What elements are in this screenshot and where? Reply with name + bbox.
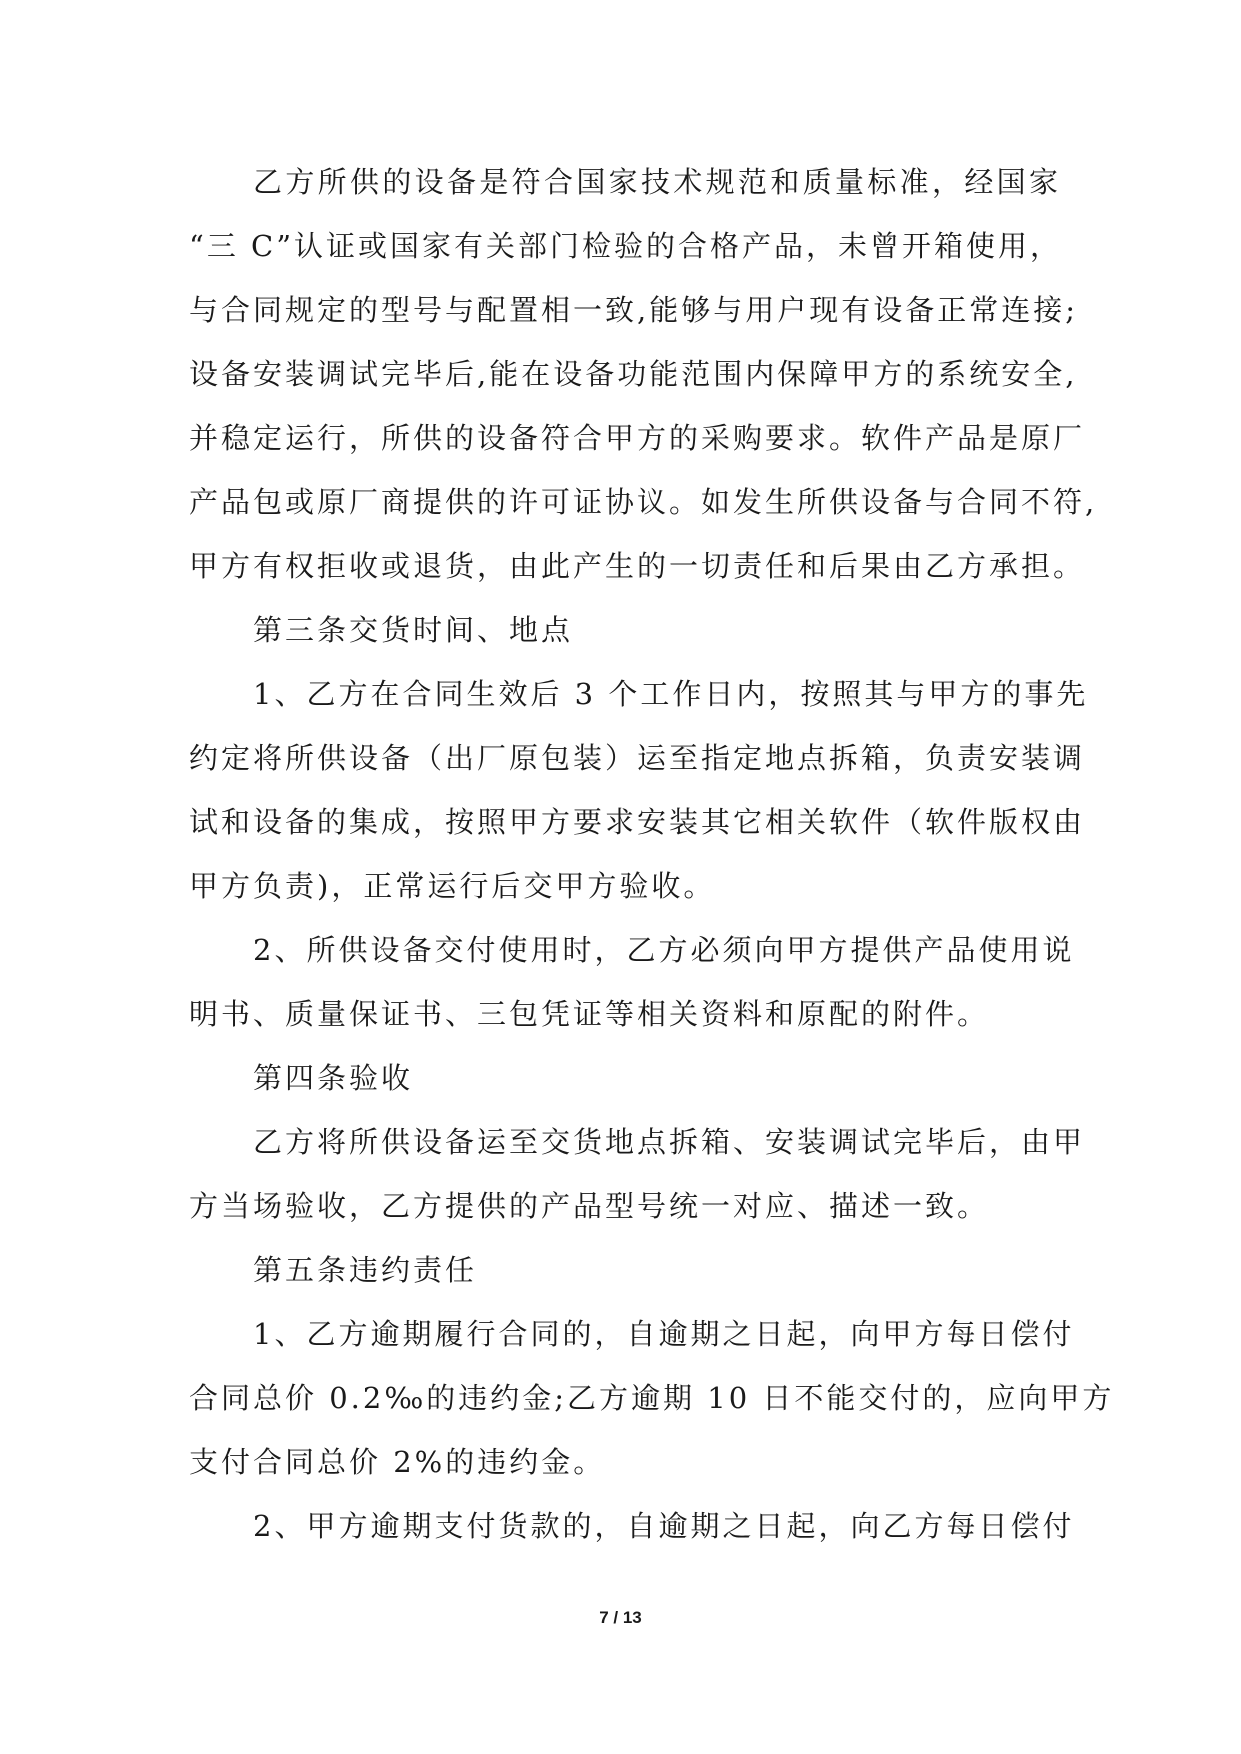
paragraph-line: 2、甲方逾期支付货款的，自逾期之日起，向乙方每日偿付: [253, 1509, 1075, 1543]
paragraph-line: 并稳定运行，所供的设备符合甲方的采购要求。软件产品是原厂: [189, 421, 1086, 455]
section-heading: 第四条验收: [253, 1061, 414, 1095]
paragraph-line: 方当场验收，乙方提供的产品型号统一对应、描述一致。: [189, 1189, 990, 1223]
paragraph-line: 2、所供设备交付使用时，乙方必须向甲方提供产品使用说: [253, 933, 1075, 967]
paragraph-line: 明书、质量保证书、三包凭证等相关资料和原配的附件。: [189, 997, 990, 1031]
paragraph-line: “三 C”认证或国家有关部门检验的合格产品，未曾开箱使用，: [189, 229, 1063, 263]
paragraph-line: 乙方所供的设备是符合国家技术规范和质量标准，经国家: [253, 165, 1061, 199]
section-heading: 第三条交货时间、地点: [253, 613, 574, 647]
paragraph-line: 试和设备的集成，按照甲方要求安装其它相关软件（软件版权由: [189, 805, 1086, 839]
section-heading: 第五条违约责任: [253, 1253, 478, 1287]
paragraph-line: 支付合同总价 2%的违约金。: [189, 1445, 606, 1479]
paragraph-line: 乙方将所供设备运至交货地点拆箱、安装调试完毕后，由甲: [253, 1125, 1086, 1159]
paragraph-line: 设备安装调试完毕后,能在设备功能范围内保障甲方的系统安全,: [189, 357, 1078, 391]
paragraph-line: 甲方负责)，正常运行后交甲方验收。: [189, 869, 716, 903]
paragraph-line: 与合同规定的型号与配置相一致,能够与用户现有设备正常连接;: [189, 293, 1078, 327]
paragraph-line: 产品包或原厂商提供的许可证协议。如发生所供设备与合同不符,: [189, 485, 1098, 519]
document-body: [189, 150, 1115, 1558]
paragraph-line: 甲方有权拒收或退货，由此产生的一切责任和后果由乙方承担。: [189, 549, 1086, 583]
paragraph-line: 1、乙方逾期履行合同的，自逾期之日起，向甲方每日偿付: [253, 1317, 1075, 1351]
paragraph-line: 1、乙方在合同生效后 3 个工作日内，按照其与甲方的事先: [253, 677, 1089, 711]
page-number: 7 / 13: [599, 1608, 642, 1627]
paragraph-line: 合同总价 0.2‰的违约金;乙方逾期 10 日不能交付的，应向甲方: [189, 1381, 1115, 1415]
paragraph-line: 约定将所供设备（出厂原包装）运至指定地点拆箱，负责安装调: [189, 741, 1086, 775]
